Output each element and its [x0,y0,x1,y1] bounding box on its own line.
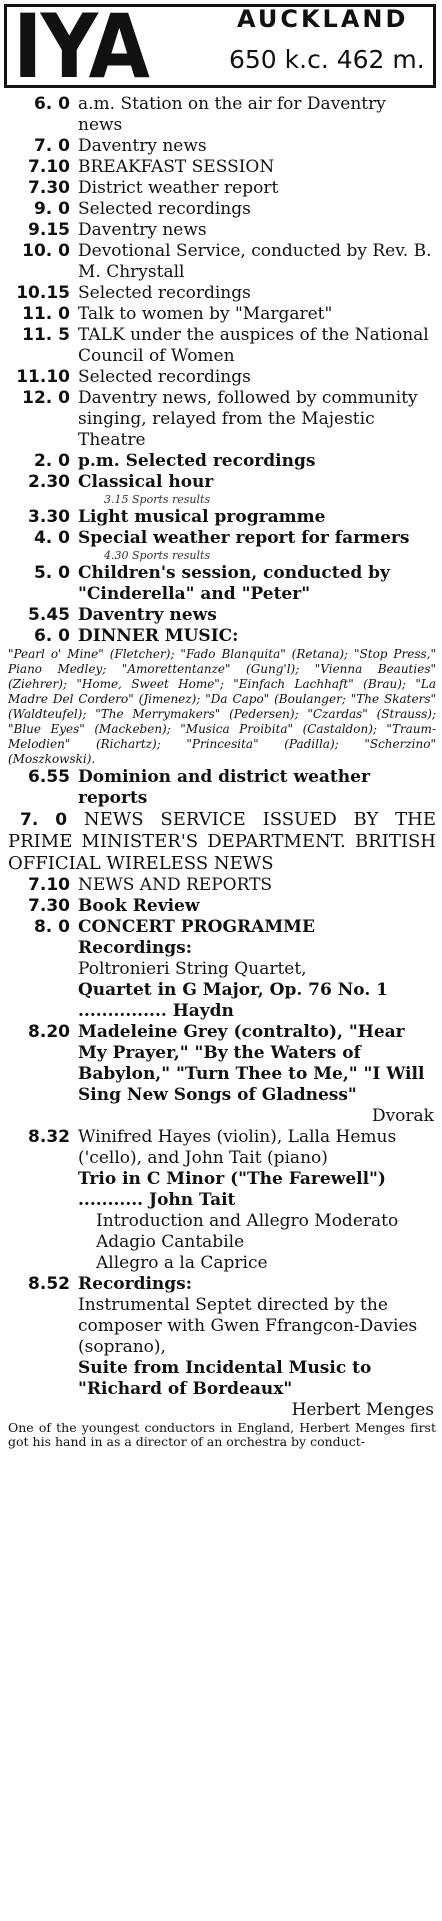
programme-item [0,178,442,199]
programme-item [0,626,442,647]
item-text: Selected recordings [78,367,251,387]
item-time: 4. 0 [33,528,70,548]
programme-list [0,94,442,1449]
item-text: Winifred Hayes (violin), Lalla Hemus ('cello), and John Tait (piano) [78,1127,397,1168]
programme-item [0,767,442,809]
item-text: Selected recordings [78,283,251,303]
item-text: Dominion and district weather reports [78,767,370,808]
programme-item [0,304,442,325]
item-time: 10. 0 [22,241,70,261]
item-text: Recordings: [78,1274,193,1294]
programme-item [0,507,442,528]
item-text: NEWS AND REPORTS [78,875,273,895]
programme-item [0,1274,442,1295]
item-text: DINNER MUSIC: [78,626,239,646]
item-text: Book Review [78,896,200,916]
station-city: AUCKLAND [237,5,409,33]
item-time: 6. 0 [33,94,70,114]
programme-item [0,917,442,938]
programme-item [0,199,442,220]
programme-item [0,896,442,917]
programme-item [0,809,442,875]
quartet-work: Quartet in G Major, Op. 76 No. 1 ............... Haydn [78,980,388,1021]
sports-results-note: 3.15 Sports results [104,493,211,506]
item-text: Daventry news [78,136,207,156]
item-text: Classical hour [78,472,214,492]
programme-item [0,94,442,136]
item-text: Light musical programme [78,507,326,527]
item-text: a.m. Station on the air for Daventry news [78,94,386,135]
item-time: 6.55 [28,767,70,787]
movement: Adagio Cantabile [96,1232,245,1252]
item-time: 7.30 [28,896,70,916]
programme-item [0,136,442,157]
programme-item [0,220,442,241]
trio-title: Trio in C Minor ("The Farewell") ........... John Tait [78,1169,386,1210]
movement: Introduction and Allegro Moderato [96,1211,399,1231]
programme-item [0,388,442,451]
item-text: Daventry news [78,605,217,625]
item-time: 11.10 [16,367,70,387]
item-text: TALK under the auspices of the National Council of Women [78,325,429,366]
item-text: Talk to women by "Margaret" [78,304,333,324]
item-time: 10.15 [16,283,70,303]
item-text: Devotional Service, conducted by Rev. B. M. Chrystall [78,241,432,282]
programme-item [0,325,442,367]
item-time: 12. 0 [22,388,70,408]
item-time: 11. 0 [22,304,70,324]
programme-item [0,283,442,304]
programme-item [0,157,442,178]
item-text: Madeleine Grey (contralto), "Hear My Prayer," "By the Waters of Babylon," "Turn Thee to Me," "I Will Sing New Songs of Gladness" [78,1022,425,1105]
item-time: 9.15 [28,220,70,240]
programme-item [0,605,442,626]
programme-item [0,1022,442,1106]
item-time: 7.30 [28,178,70,198]
station-header [4,0,436,98]
composer-credit: Herbert Menges [291,1400,434,1420]
item-time: 3.30 [28,507,70,527]
suite-title: Suite from Incidental Music to "Richard of Bordeaux" [78,1358,372,1399]
septet-description: Instrumental Septet directed by the composer with Gwen Ffrangcon-Davies (soprano), [78,1295,418,1357]
item-text: Special weather report for farmers [78,528,410,548]
station-frequency: 650 k.c. 462 m. [229,45,425,74]
programme-item [0,451,442,472]
programme-item [0,241,442,283]
item-text: Daventry news, followed by community singing, relayed from the Majestic Theatre [78,388,418,450]
item-time: 7. 0 [33,136,70,156]
item-time: 7.10 [28,875,70,895]
item-time: 5. 0 [33,563,70,583]
item-time: 8. 0 [33,917,70,937]
programme-item [0,528,442,549]
item-time: 2.30 [28,472,70,492]
item-time: 11. 5 [22,325,70,345]
dinner-music-list: "Pearl o' Mine" (Fletcher); "Fado Blanquita" (Retana); "Stop Press," Piano Medley; "Amorettentanze" (Gung'l); "Vienna Beauties" (Ziehrer); "Home, Sweet Home"; "Einfach Lachhaft" (Brau); "La Madre Del Cordero" (Jimenez); "Da Capo" (Boulanger; "The Skaters" (Waldteufel); "The Merrymakers" (Pedersen); "Czardas" (Strauss); "Blue Eyes" (Mackeben); "Musica Proibita" (Castaldon); "Traum-Melodien" (Richartz); "Princesita" (Padilla); "Scherzino" (Moszkowski). [8,647,436,766]
item-text: District weather report [78,178,279,198]
item-text: Selected recordings [78,199,251,219]
item-time: 5.45 [28,605,70,625]
composer-credit: Dvorak [371,1106,434,1126]
programme-item [0,563,442,605]
programme-item [0,367,442,388]
news-service [8,809,436,875]
movement: Allegro a la Caprice [96,1253,268,1273]
item-time: 8.32 [28,1127,70,1147]
item-time: 8.52 [28,1274,70,1294]
item-time: 9. 0 [33,199,70,219]
item-time: 7.10 [28,157,70,177]
item-time: 7. 0 [20,810,68,830]
quartet-performers: Poltronieri String Quartet, [78,959,307,979]
station-logo: IYA [13,0,149,98]
item-text: Daventry news [78,220,207,240]
item-time: 6. 0 [33,626,70,646]
item-text: Children's session, conducted by "Cinderella" and "Peter" [78,563,390,604]
concert-recordings-label: Recordings: [78,938,193,958]
item-text: CONCERT PROGRAMME [78,917,315,937]
item-text: p.m. Selected recordings [78,451,316,471]
item-time: 2. 0 [33,451,70,471]
item-text: BREAKFAST SESSION [78,157,275,177]
programme-item [0,875,442,896]
item-time: 8.20 [28,1022,70,1042]
biography-text: One of the youngest conductors in England, Herbert Menges first got his hand in as a director of an orchestra by conduct- [8,1420,436,1449]
programme-item [0,1127,442,1169]
item-text: NEWS SERVICE ISSUED BY THE PRIME MINISTER'S DEPARTMENT. BRITISH OFFICIAL WIRELESS NEWS [8,809,436,874]
programme-item [0,472,442,493]
sports-results-note: 4.30 Sports results [104,549,211,562]
